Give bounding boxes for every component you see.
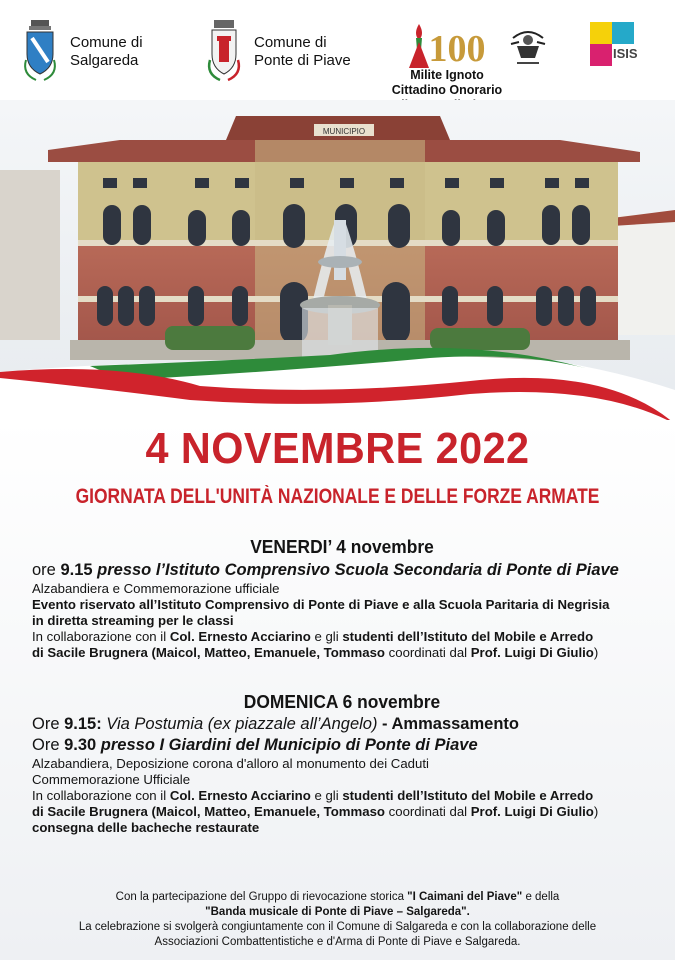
sunday-collab-line: In collaborazione con il Col. Ernesto Acciarino e gli studenti dell’Istituto del Mobile e Arredo — [32, 788, 594, 803]
salgareda-logo — [20, 18, 143, 86]
milite-line2: Cittadino Onorario — [391, 83, 503, 97]
friday-students-line: di Sacile Brugnera (Maicol, Matteo, Emanuele, Tommaso coordinati dal Prof. Luigi Di Giulio) — [32, 645, 599, 660]
salgareda-label: Comune di Salgareda — [70, 34, 143, 69]
sunday-commemoration-line: Commemorazione Ufficiale — [32, 772, 191, 787]
isis-school-logo — [588, 20, 640, 68]
municipio-photo — [0, 100, 675, 420]
sunday-noticeboards-line: consegna delle bacheche restaurate — [32, 820, 260, 835]
sunday-students-line: di Sacile Brugnera (Maicol, Matteo, Emanuele, Tommaso coordinati dal Prof. Luigi Di Giulio) — [32, 804, 599, 819]
left-building — [0, 170, 60, 340]
friday-collab-line: In collaborazione con il Col. Ernesto Acciarino e gli studenti dell’Istituto del Mobile e Arredo — [32, 629, 594, 644]
centenary-number: 100 — [428, 28, 486, 70]
friday-section — [32, 536, 652, 661]
footer-credits — [0, 890, 675, 950]
milite-ignoto-logo — [388, 18, 506, 113]
ponte-di-piave-crest-icon — [204, 18, 244, 86]
sunday-wreath-line: Alzabandiera, Deposizione corona d'alloro al monumento dei Caduti — [32, 756, 429, 771]
friday-ceremony-line: Alzabandiera e Commemorazione ufficiale — [32, 581, 280, 596]
friday-time-line: ore 9.15 presso l’Istituto Comprensivo Scuola Secondaria di Ponte di Piave — [32, 561, 619, 579]
torch-icon — [409, 24, 429, 68]
right-building — [615, 215, 675, 335]
centenary-mark — [388, 18, 506, 68]
municipio-sign-text: MUNICIPIO — [322, 127, 366, 136]
sunday-assembly-line: Ore 9.15: Via Postumia (ex piazzale all’Angelo) - Ammassamento — [32, 715, 519, 733]
footer-line4: Associazioni Combattentistiche e d'Arma di Ponte di Piave e Salgareda. — [154, 936, 521, 948]
ponte-di-piave-logo — [204, 18, 351, 86]
friday-streaming-line: in diretta streaming per le classi — [32, 613, 234, 628]
association-emblem-icon — [509, 20, 547, 70]
sunday-section — [32, 691, 652, 836]
friday-heading: VENERDI’ 4 novembre — [250, 536, 434, 557]
event-title: 4 NOVEMBRE 2022 — [145, 424, 530, 473]
isis-text: ISIS — [613, 46, 638, 61]
salgareda-crest-icon — [20, 18, 60, 86]
ponte-di-piave-label: Comune di Ponte di Piave — [254, 34, 351, 69]
footer-line1: Con la partecipazione del Gruppo di rievocazione storica "I Caimani del Piave" e della — [115, 891, 560, 903]
sunday-gardens-line: Ore 9.30 presso I Giardini del Municipio di Ponte di Piave — [32, 736, 478, 754]
footer-line2: "Banda musicale di Ponte di Piave – Salgareda". — [205, 906, 470, 918]
friday-reserved-line: Evento riservato all’Istituto Comprensivo di Ponte di Piave e alla Scuola Paritaria di Negrisia — [32, 597, 610, 612]
footer-line3: La celebrazione si svolgerà congiuntamente con il Comune di Salgareda e con la collaborazione delle — [78, 921, 597, 933]
sunday-heading: DOMENICA 6 novembre — [243, 691, 441, 712]
event-subtitle: GIORNATA DELL'UNITÀ NAZIONALE E DELLE FORZE ARMATE — [75, 485, 600, 508]
milite-line1: Milite Ignoto — [410, 68, 484, 82]
